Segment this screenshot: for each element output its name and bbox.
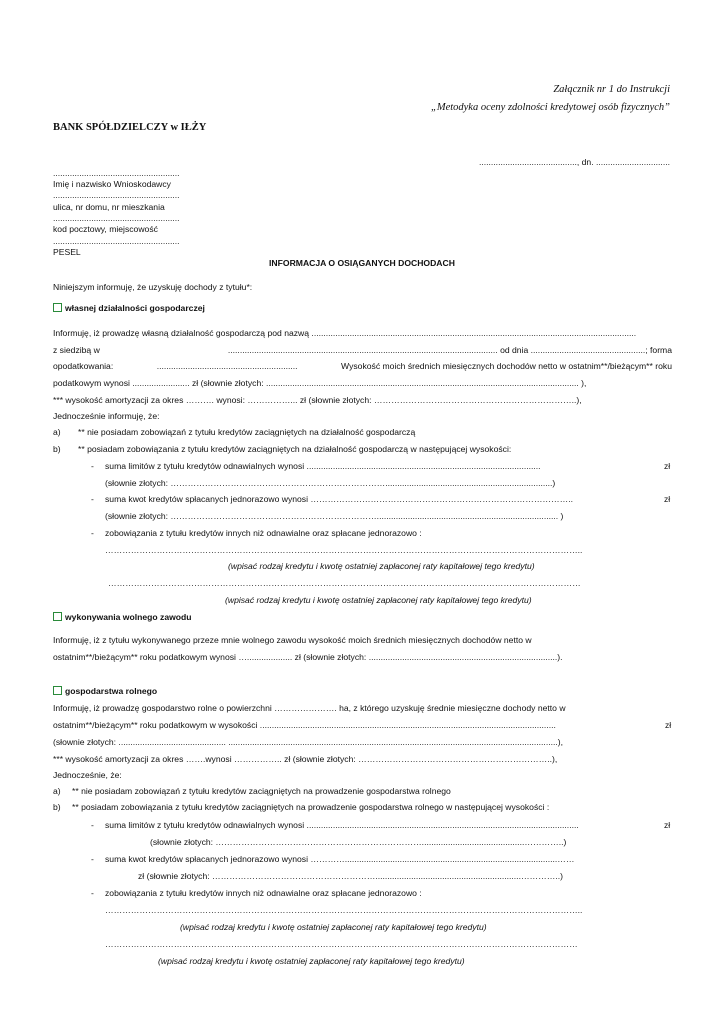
- farm-s4dots[interactable]: …………………………………………………………………………………………………………………………………………………: [105, 939, 578, 949]
- business-heading-label: własnej działalności gospodarczej: [65, 303, 205, 313]
- farm-s1a: suma limitów z tytułu kredytów odnawialnych wynosi ..................................................................................................................: [105, 820, 579, 830]
- business-line6: Jednocześnie informuję, że:: [53, 411, 160, 421]
- farm-a-text: ** nie posiadam zobowiązań z tytułu kredytów zaciągniętych na prowadzenie gospodarstwa rolnego: [72, 786, 451, 796]
- business-checkbox[interactable]: [53, 303, 62, 312]
- pesel-label: PESEL: [53, 247, 81, 257]
- freelance-heading-label: wykonywania wolnego zawodu: [65, 612, 192, 622]
- business-a-marker: a): [53, 427, 61, 437]
- street-label: ulica, nr domu, nr mieszkania: [53, 202, 165, 212]
- farm-s2a: suma kwot kredytów spłacanych jednorazowo wynosi ………….........................................................................................……: [105, 854, 575, 864]
- business-line2: z siedzibą w ................................................................................................................. od dnia ................................................; forma: [53, 345, 672, 355]
- pesel-dots[interactable]: .....................................................: [53, 236, 180, 246]
- farm-line1: Informuję, iż prowadzę gospodarstwo rolne o powierzchni …………………. ha, z którego uzyskuję średnie miesięczne dochody netto w: [53, 703, 566, 713]
- business-s4dots[interactable]: …………………………………………………………………………………………………………………………………………………: [108, 578, 581, 588]
- dash: -: [91, 494, 94, 504]
- dash: -: [91, 820, 94, 830]
- farm-checkbox[interactable]: [53, 686, 62, 695]
- business-heading[interactable]: [53, 303, 205, 313]
- business-s2b: (słownie złotych: ………………………………………………………………............................................................................ ): [105, 511, 564, 521]
- farm-line4: *** wysokość amortyzacji za okres …….wynosi …………….. zł (słownie złotych: …………………………………………………………..),: [53, 754, 558, 764]
- street-dots[interactable]: .....................................................: [53, 190, 180, 200]
- business-note2: (wpisać rodzaj kredytu i kwotę ostatniej zapłaconej raty kapitałowej tego kredytu): [225, 595, 532, 605]
- business-line3: opodatkowania: ........................................................... Wysokość moich średnich miesięcznych dochodów netto w ostatnim**/bieżącym** roku: [53, 361, 672, 371]
- dash: -: [91, 854, 94, 864]
- business-s2a: suma kwot kredytów spłacanych jednorazowo wynosi ………………………………………………………………………………..: [105, 494, 573, 504]
- business-line1: Informuję, iż prowadzę własną działalność gospodarczą pod nazwą ........................................................................................................................................: [53, 328, 637, 338]
- methodology-label: „Metodyka oceny zdolności kredytowej osób fizycznych”: [430, 102, 670, 113]
- business-s3dots[interactable]: …………………………………………………………………………………………………………………………………………………..: [105, 545, 583, 555]
- freelance-line2: ostatnim**/bieżącym** roku podatkowym wynosi …................... zł (słownie złotych: ...............................................................................).: [53, 652, 563, 662]
- farm-note2: (wpisać rodzaj kredytu i kwotę ostatniej zapłaconej raty kapitałowej tego kredytu): [158, 956, 465, 966]
- name-dots[interactable]: .....................................................: [53, 168, 180, 178]
- business-s3: zobowiązania z tytułu kredytów innych niż odnawialne oraz spłacane jednorazowo :: [105, 528, 422, 538]
- freelance-checkbox[interactable]: [53, 612, 62, 621]
- farm-s1b: (słownie złotych: ………………………………………………………………...........................................…………..): [150, 837, 567, 847]
- farm-heading-label: gospodarstwa rolnego: [65, 686, 158, 696]
- business-s2zl: zł: [664, 494, 671, 504]
- farm-line2-zl: zł: [665, 720, 672, 730]
- bank-name: BANK SPÓŁDZIELCZY w IŁŻY: [53, 122, 207, 133]
- postal-label: kod pocztowy, miejscowość: [53, 224, 158, 234]
- farm-s3dots[interactable]: …………………………………………………………………………………………………………………………………………………..: [105, 905, 583, 915]
- postal-dots[interactable]: .....................................................: [53, 213, 180, 223]
- dash: -: [91, 528, 94, 538]
- name-label: Imię i nazwisko Wnioskodawcy: [53, 179, 171, 189]
- dash: -: [91, 888, 94, 898]
- business-b-text: ** posiadam zobowiązania z tytułu kredytów zaciągniętych na działalność gospodarczą w następującej wysokości:: [78, 444, 512, 454]
- farm-heading[interactable]: [53, 686, 157, 696]
- business-s1a: suma limitów z tytułu kredytów odnawialnych wynosi ..................................................................................................: [105, 461, 541, 471]
- document-title: INFORMACJA O OSIĄGANYCH DOCHODACH: [269, 258, 455, 268]
- farm-line5: Jednocześnie, że:: [53, 770, 122, 780]
- business-a-text: ** nie posiadam zobowiązań z tytułu kredytów zaciągniętych na działalność gospodarczą: [78, 427, 416, 437]
- business-note1: (wpisać rodzaj kredytu i kwotę ostatniej zapłaconej raty kapitałowej tego kredytu): [228, 561, 535, 571]
- business-b-marker: b): [53, 444, 61, 454]
- freelance-heading[interactable]: [53, 612, 192, 622]
- farm-s3: zobowiązania z tytułu kredytów innych niż odnawialne oraz spłacane jednorazowo :: [105, 888, 422, 898]
- business-line5: *** wysokość amortyzacji za okres ………. wynosi: ……………... zł (słownie złotych: ……………………………………………………………..),: [53, 395, 582, 405]
- place-date-field[interactable]: ........................................., dn. ...............................: [478, 157, 670, 167]
- dash: -: [91, 461, 94, 471]
- attachment-label: Załącznik nr 1 do Instrukcji: [553, 84, 670, 95]
- intro-text: Niniejszym informuję, że uzyskuję dochody z tytułu*:: [53, 282, 253, 292]
- farm-line2: ostatnim**/bieżącym** roku podatkowym w wysokości ............................................................................................................................: [53, 720, 556, 730]
- farm-b-text: ** posiadam zobowiązania z tytułu kredytów zaciągniętych na prowadzenie gospodarstwa rolnego w następującej wysokości :: [72, 802, 550, 812]
- farm-b-marker: b): [53, 802, 61, 812]
- farm-s2b: zł (słownie złotych: ………………………………………………….............................................................…………..): [138, 871, 563, 881]
- farm-a-marker: a): [53, 786, 61, 796]
- farm-note1: (wpisać rodzaj kredytu i kwotę ostatniej zapłaconej raty kapitałowej tego kredytu): [180, 922, 487, 932]
- business-s1b: (słownie złotych: …………………………………………………………………......................................................................): [105, 478, 556, 488]
- freelance-line1: Informuję, iż z tytułu wykonywanego przeze mnie wolnego zawodu wysokość moich średnich miesięcznych dochodów netto w: [53, 635, 532, 645]
- farm-s1zl: zł: [664, 820, 671, 830]
- business-line4: podatkowym wynosi ........................ zł (słownie złotych: ................................................................................................................................... ),: [53, 378, 587, 388]
- farm-line3: (słownie złotych: ............................................. ..........................................................................................................................................),: [53, 737, 564, 747]
- business-s1zl: zł: [664, 461, 671, 471]
